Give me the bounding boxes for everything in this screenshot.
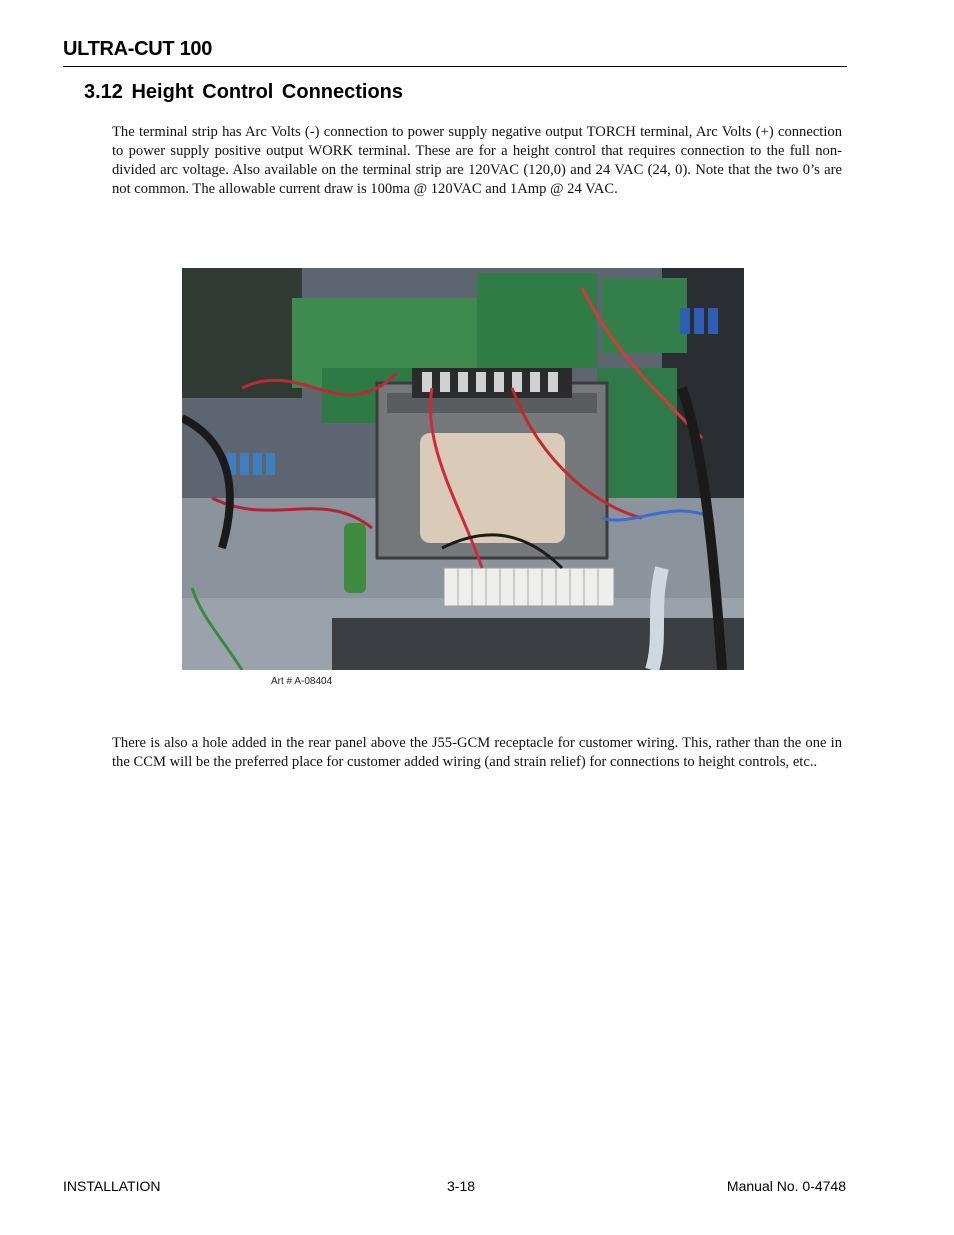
footer-page-number: 3-18 [447,1178,476,1194]
body-paragraph-terminal-strip: The terminal strip has Arc Volts (-) connection to power supply negative output TORCH terminal, Arc Volts (+) connection to power supply positive output WORK terminal. These are for a height control that requires connection to the full non-divided arc voltage. Also available on the terminal strip are 120VAC (120,0) and 24 VAC (24, 0). Note that the two 0’s are not common. The allowable current draw is 100ma @ 120VAC and 1Amp @ 24 VAC. [112,124,842,197]
footer-manual-number: Manual No. 0-4748 [726,1178,846,1194]
footer-section-label: INSTALLATION [63,1178,161,1194]
figure-caption: Art # A-08404 [271,676,333,687]
photo-terminal-strip [182,268,744,670]
body-paragraph-customer-wiring: There is also a hole added in the rear panel above the J55-GCM receptacle for customer wiring. This, rather than the one in the CCM will be the preferred place for customer added wiring (and strain relief) for connections to height controls, etc.. [112,735,842,770]
photo-illustration [182,268,744,670]
manual-title: ULTRA-CUT 100 [63,38,213,60]
section-heading: 3.12 Height Control Connections [84,81,404,103]
header-rule [63,66,847,67]
